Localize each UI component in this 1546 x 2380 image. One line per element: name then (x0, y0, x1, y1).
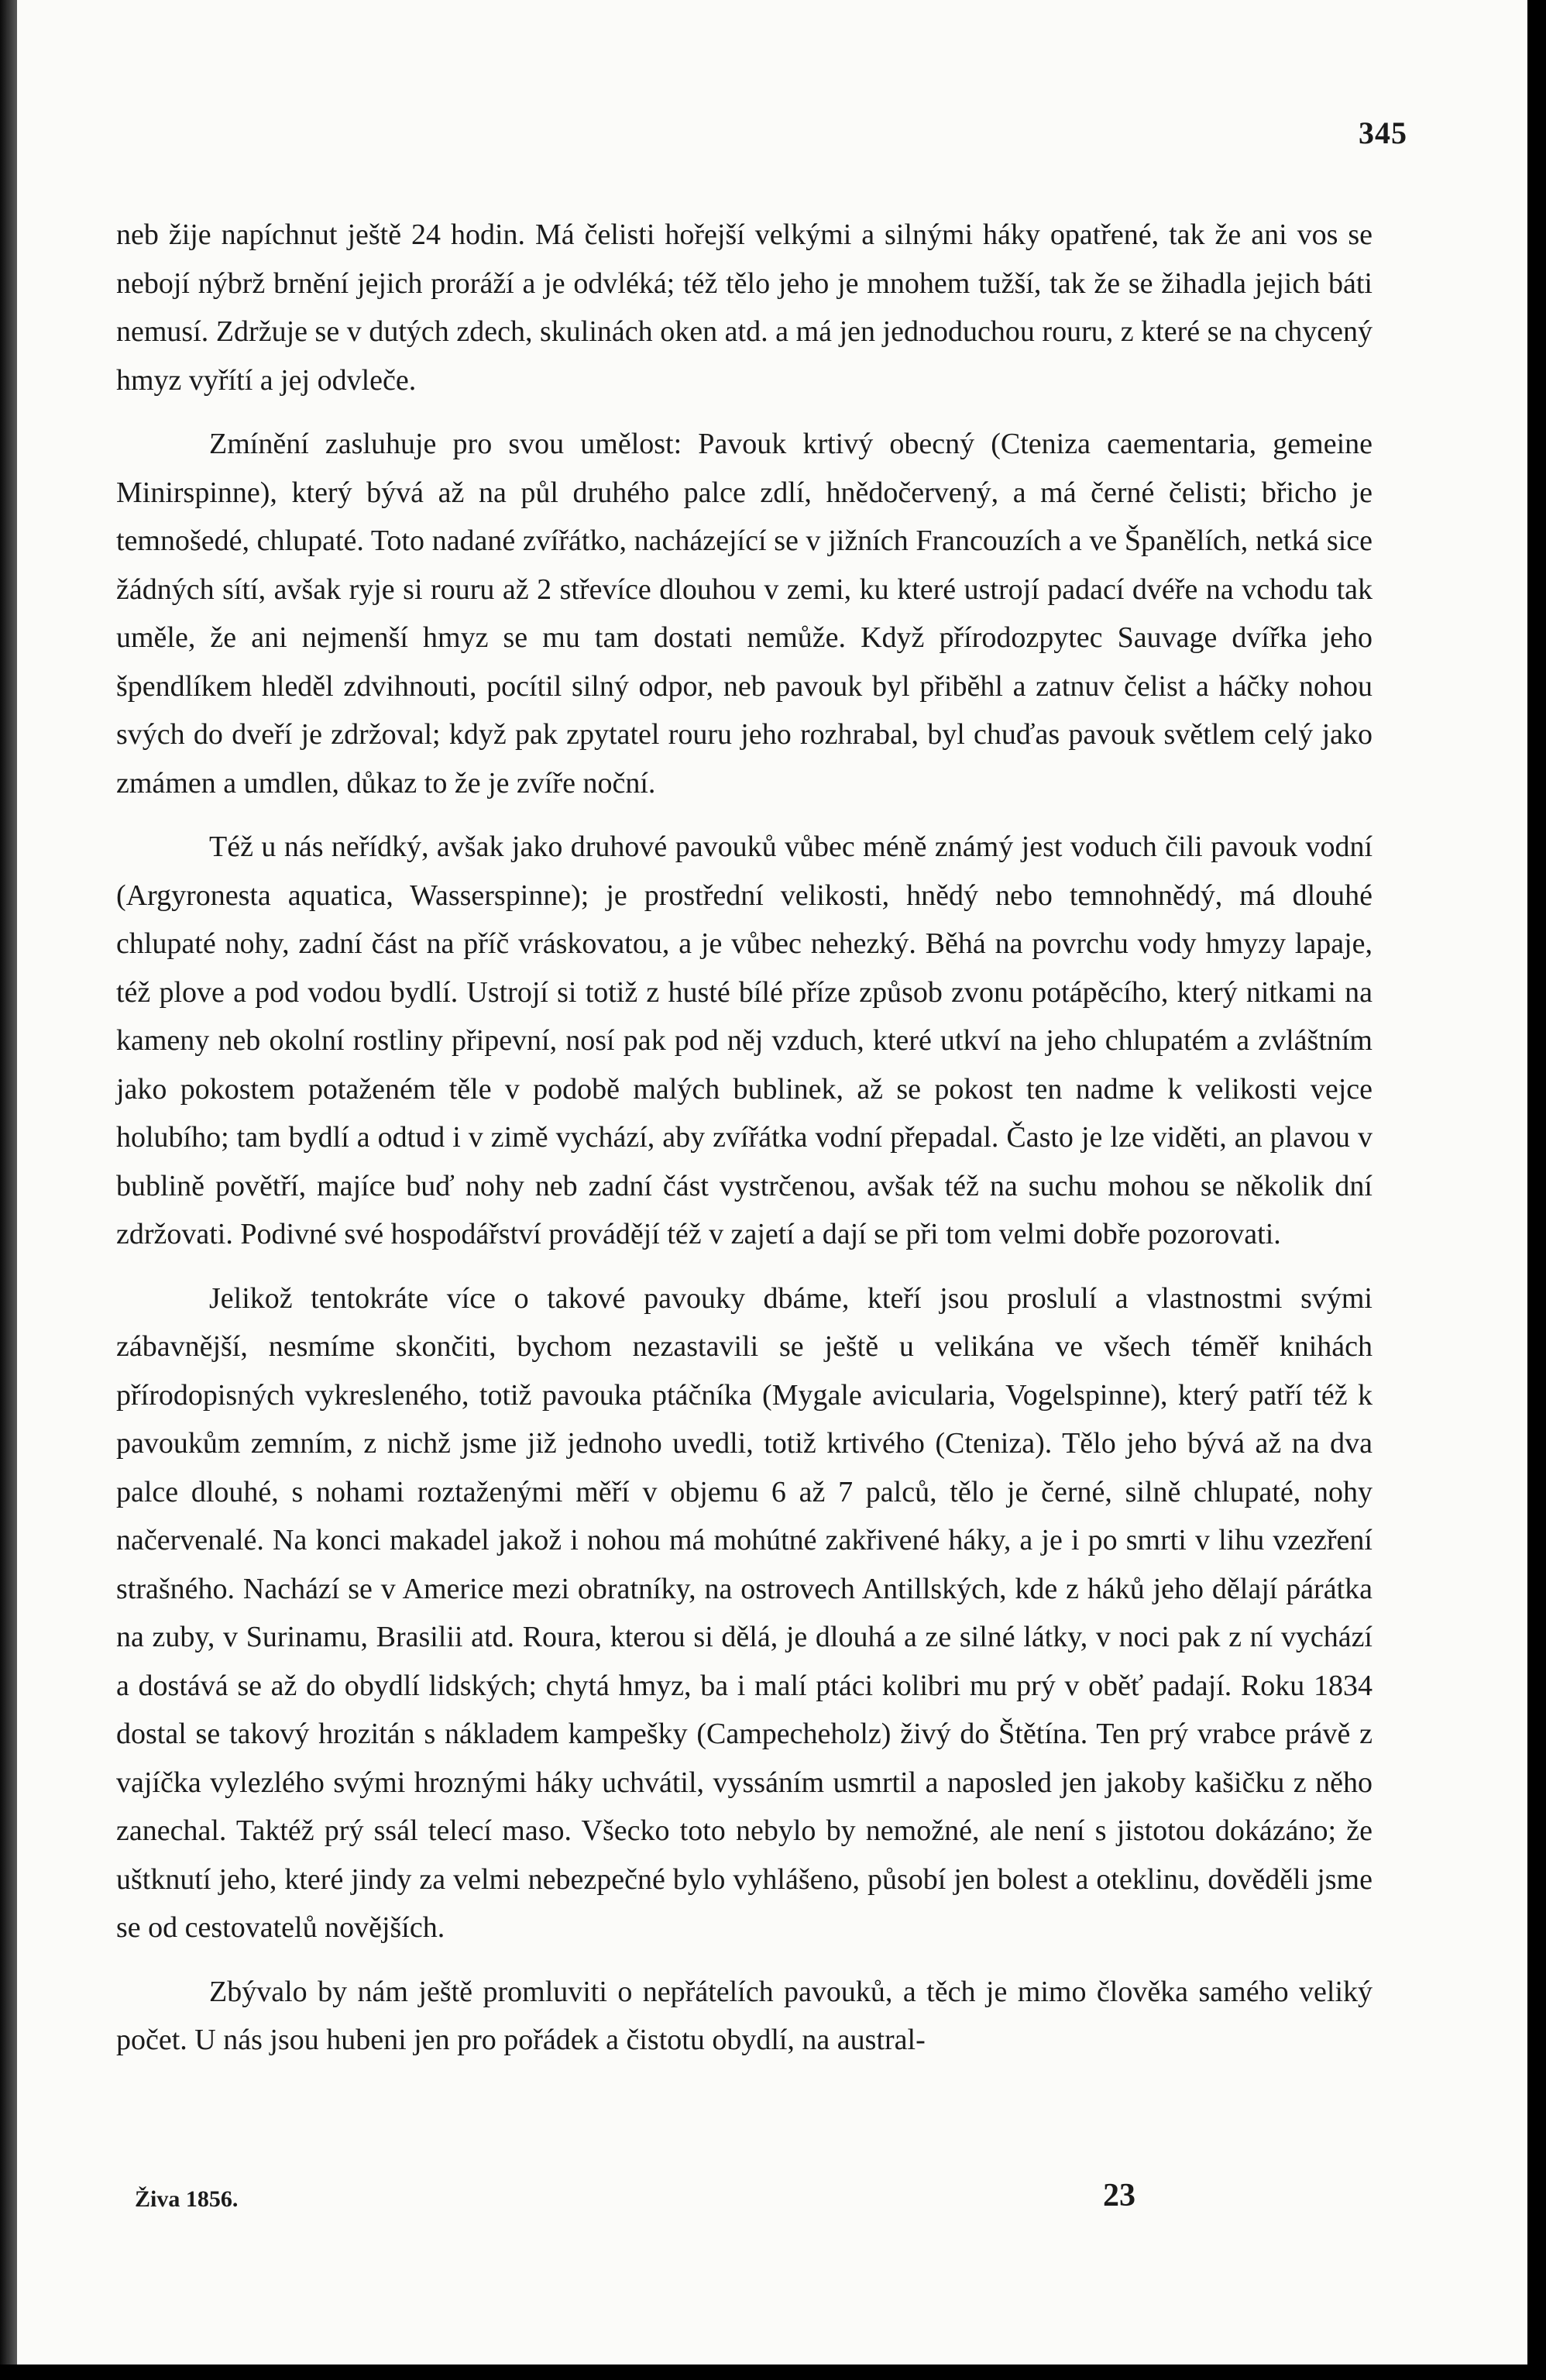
page-number: 345 (1359, 115, 1407, 150)
book-page (17, 0, 1527, 2380)
paragraph-4: Jelikož tentokráte více o takové pavouky dbáme, kteří jsou proslulí a vlastnostmi svými zábavnější, nesmíme skončiti, bychom nezastavili se ještě u velikána ve všech téměř knihách přírodopisných vykresleného, totiž pavouka ptáčníka (Mygale avicularia, Vogelspinne), který patří též k pavoukům zemním, z nichž jsme již jednoho uvedli, totiž krtivého (Cteniza). Tělo jeho bývá až na dva palce dlouhé, s nohami roztaženými měří v objemu 6 až 7 palců, tělo je černé, silně chlupaté, nohy načervenalé. Na konci makadel jakož i nohou má mohútné zakřivené háky, a je i po smrti v lihu vzezření strašného. Nachází se v Americe mezi obratníky, na ostrovech Antillských, kde z háků jeho dělají párátka na zuby, v Surinamu, Brasilii atd. Roura, kterou si dělá, je dlouhá a ze silné látky, v noci pak z ní vychází a dostává se až do obydlí lidských; chytá hmyz, ba i malí ptáci kolibri mu prý v oběť padají. Roku 1834 dostal se takový hrozitán s nákladem kampešky (Campecheholz) živý do Štětína. Ten prý vrabce právě z vajíčka vylezlého svými hroznými háky uchvátil, vyssáním usmrtil a naposled jen jakoby kašičku z něho zanechal. Taktéž prý ssál telecí maso. Všecko toto nebylo by nemožné, ale není s jistotou dokázáno; že uštknutí jeho, které jindy za velmi nebezpečné bylo vyhlášeno, působí jen bolest a oteklinu, dověděli jsme se od cestovatelů novějších. (116, 1281, 1373, 1944)
paragraph-1: neb žije napíchnut ještě 24 hodin. Má čelisti hořejší velkými a silnými háky opatřené, tak že ani vos se nebojí nýbrž brnění jejich proráží a je odvléká; též tělo jeho je mnohem tužší, tak že se žihadla jejich báti nemusí. Zdržuje se v dutých zdech, skulinách oken atd. a má jen jednoduchou rouru, z které se na chycený hmyz vyřítí a jej odvleče. (116, 218, 1373, 397)
paragraph-2: Zmínění zasluhuje pro svou umělost: Pavouk krtivý obecný (Cteniza caementaria, gemeine Minirspinne), který bývá až na půl druhého palce zdlí, hnědočervený, a má černé čelisti; břicho je temnošedé, chlupaté. Toto nadané zvířátko, nacházející se v jižních Francouzích a ve Španělích, netká sice žádných sítí, avšak ryje si rouru až 2 střevíce dlouhou v zemi, ku které ustrojí padací dvéře na vchodu tak uměle, že ani nejmenší hmyz se mu tam dostati nemůže. Když přírodozpytec Sauvage dvířka jeho špendlíkem hleděl zdvihnouti, pocítil silný odpor, neb pavouk byl přiběhl a zatnuv čelist a háčky nohou svých do dveří je zdržoval; když pak zpytatel rouru jeho rozhrabal, byl chuďas pavouk světlem celý jako zmámen a umdlen, důkaz to že je zvíře noční. (116, 428, 1373, 800)
paragraph-5: Zbývalo by nám ještě promluviti o nepřátelích pavouků, a těch je mimo člověka samého veliký počet. U nás jsou hubeni jen pro pořádek a čistotu obydlí, na austral- (116, 1975, 1373, 2056)
footer-signature: Živa 1856. (135, 2186, 239, 2212)
page-body (116, 211, 1373, 2080)
scan-bottom-edge (0, 2365, 1546, 2380)
paragraph-3: Též u nás neřídký, avšak jako druhové pavouků vůbec méně známý jest voduch čili pavouk vodní (Argyronesta aquatica, Wasserspinne); je prostřední velikosti, hnědý nebo temnohnědý, má dlouhé chlupaté nohy, zadní část na příč vráskovatou, a je vůbec nehezký. Běhá na povrchu vody hmyzy lapaje, též plove a pod vodou bydlí. Ustrojí si totiž z husté bílé příze způsob zvonu potápěcího, který nitkami na kameny neb okolní rostliny připevní, nosí pak pod něj vzduch, které utkví na jeho chlupatém a zvláštním jako pokostem potaženém těle v podobě malých bublinek, až se pokost ten nadme k velikosti vejce holubího; tam bydlí a odtud i v zimě vychází, aby zvířátka vodní přepadal. Často je lze viděti, an plavou v bublině povětří, majíce buď nohy neb zadní část vystrčenou, avšak též na suchu mohou se několik dní zdržovati. Podivné své hospodářství provádějí též v zajetí a dají se při tom velmi dobře pozorovati. (116, 831, 1373, 1250)
sheet-number: 23 (1103, 2178, 1135, 2213)
scan-left-edge (0, 0, 17, 2380)
scan-right-edge (1527, 0, 1546, 2380)
